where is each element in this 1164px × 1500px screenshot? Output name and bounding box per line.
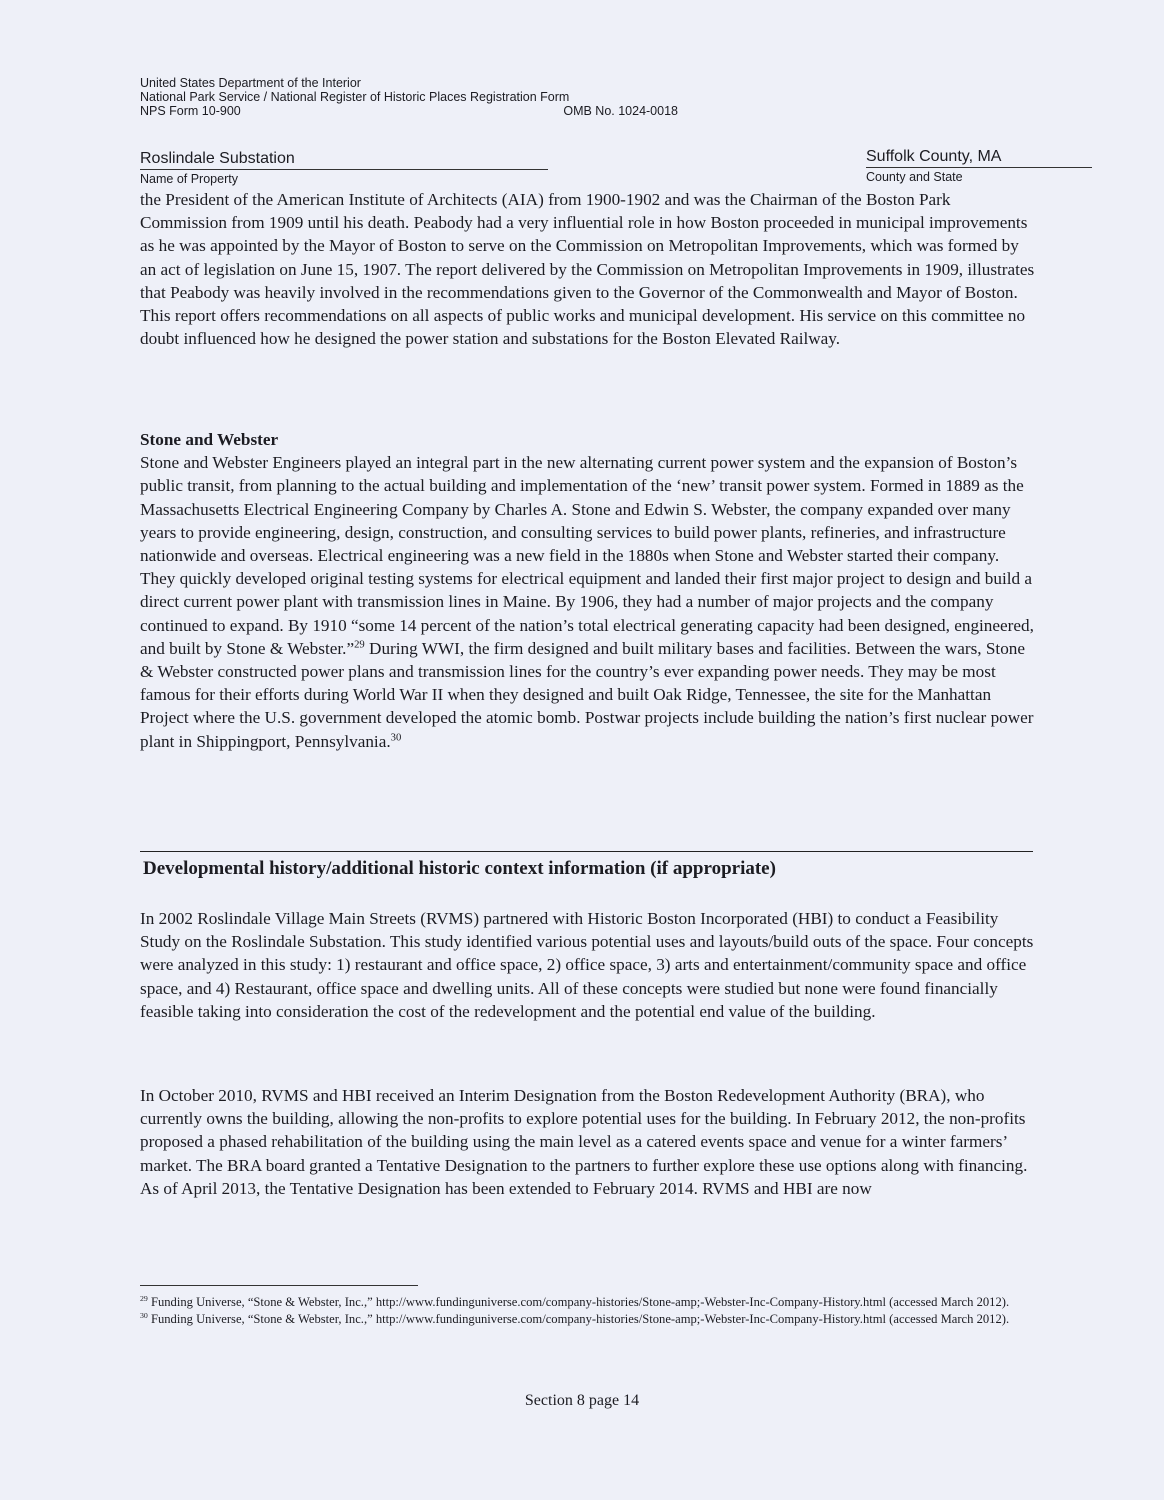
footnote-text: Funding Universe, “Stone & Webster, Inc.,” http://www.fundinguniverse.com/company-histories/Stone-amp;-Webster-Inc-Company-History.html (accessed March 2012). — [147, 1312, 1010, 1326]
footnotes — [140, 1294, 1020, 1328]
development-text-1: In 2002 Roslindale Village Main Streets (RVMS) partnered with Historic Boston Incorporated (HBI) to conduct a Feasibility Study on the Roslindale Substation. This study identified various potential uses and layouts/build outs of the space. Four concepts were analyzed in this study: 1) restaurant and office space, 2) office space, 3) arts and entertainment/community space and office space, and 4) Restaurant, office space and dwelling units. All of these concepts were studied but none were found financially feasible taking into consideration the cost of the redevelopment and the potential end value of the building. — [140, 909, 1034, 1021]
footnote-30 — [140, 1311, 1020, 1328]
development-text-2: In October 2010, RVMS and HBI received an Interim Designation from the Boston Redevelopment Authority (BRA), who currently owns the building, allowing the non-profits to explore potential uses for the building. In February 2012, the non-profits proposed a phased rehabilitation of the building using the main level as a catered events space and venue for a winter farmers’ market. The BRA board granted a Tentative Designation to the partners to further explore these use options along with financing. As of April 2013, the Tentative Designation has been extended to February 2014. RVMS and HBI are now — [140, 1086, 1028, 1198]
intro-text: the President of the American Institute of Architects (AIA) from 1900-1902 and was the Chairman of the Boston Park Commission from 1909 until his death. Peabody had a very influential role in how Boston proceeded in municipal improvements as he was appointed by the Mayor of Boston to serve on the Commission on Metropolitan Improvements, which was formed by an act of legislation on June 15, 1907. The report delivered by the Commission on Metropolitan Improvements in 1909, illustrates that Peabody was heavily involved in the recommendations given to the Governor of the Commonwealth and Mayor of Boston. This report offers recommendations on all aspects of public works and municipal development. His service on this committee no doubt influenced how he designed the power station and substations for the Boston Elevated Railway. — [140, 190, 1035, 349]
section-divider — [140, 851, 1033, 852]
stone-webster-text-a: Stone and Webster Engineers played an integral part in the new alternating current power system and the expansion of Boston’s public transit, from planning to the actual building and implementation of the ‘new’ transit power system. Formed in 1889 as the Massachusetts Electrical Engineering Company by Charles A. Stone and Edwin S. Webster, the company expanded over many years to provide engineering, design, construction, and consulting services to build power plants, refineries, and infrastructure nationwide and overseas. Electrical engineering was a new field in the 1880s when Stone and Webster started their company. They quickly developed original testing systems for electrical equipment and landed their first major project to design and build a direct current power plant with transmission lines in Maine. By 1906, they had a number of major projects and the company continued to expand. By 1910 “some 14 percent of the nation’s total electrical generating capacity had been designed, engineered, and built by Stone & Webster.” — [140, 453, 1034, 658]
footnote-ref-29[interactable]: 29 — [354, 639, 365, 651]
property-name-label: Name of Property — [140, 172, 238, 186]
development-paragraph-2 — [140, 1084, 1035, 1200]
footnote-number: 29 — [140, 1293, 148, 1303]
intro-paragraph — [140, 188, 1035, 350]
footnote-text: Funding Universe, “Stone & Webster, Inc.,” http://www.fundinguniverse.com/company-histories/Stone-amp;-Webster-Inc-Company-History.html (accessed March 2012). — [147, 1295, 1010, 1309]
footnote-29 — [140, 1294, 1020, 1311]
agency-line: National Park Service / National Register of Historic Places Registration Form — [140, 90, 570, 104]
department-line: United States Department of the Interior — [140, 76, 361, 90]
stone-webster-text-b: During WWI, the firm designed and built military bases and facilities. Between the wars, Stone & Webster constructed power plans and transmission lines for the country’s ever expanding power needs. They may be most famous for their efforts during World War II when they designed and built Oak Ridge, Tennessee, the site for the Manhattan Project where the U.S. government developed the atomic bomb. Postwar projects include building the nation’s first nuclear power plant in Shippingport, Pennsylvania. — [140, 638, 1034, 751]
stone-webster-section — [140, 428, 1035, 753]
footnote-number: 30 — [140, 1310, 148, 1320]
form-header — [140, 76, 678, 118]
property-name: Roslindale Substation — [140, 150, 548, 170]
section-title: Developmental history/additional historic context information (if appropriate) — [143, 858, 776, 879]
form-number: NPS Form 10-900 — [140, 104, 241, 118]
form-numbers — [140, 104, 678, 118]
county-state-label: County and State — [866, 170, 963, 184]
footnote-divider — [140, 1285, 418, 1286]
stone-webster-heading: Stone and Webster — [140, 430, 279, 449]
page-footer: Section 8 page 14 — [524, 1392, 640, 1409]
footnote-ref-30[interactable]: 30 — [390, 731, 402, 743]
county-state: Suffolk County, MA — [866, 148, 1092, 168]
stone-webster-paragraph — [140, 451, 1035, 753]
omb-number: OMB No. 1024-0018 — [563, 104, 678, 118]
development-paragraph-1 — [140, 907, 1035, 1023]
